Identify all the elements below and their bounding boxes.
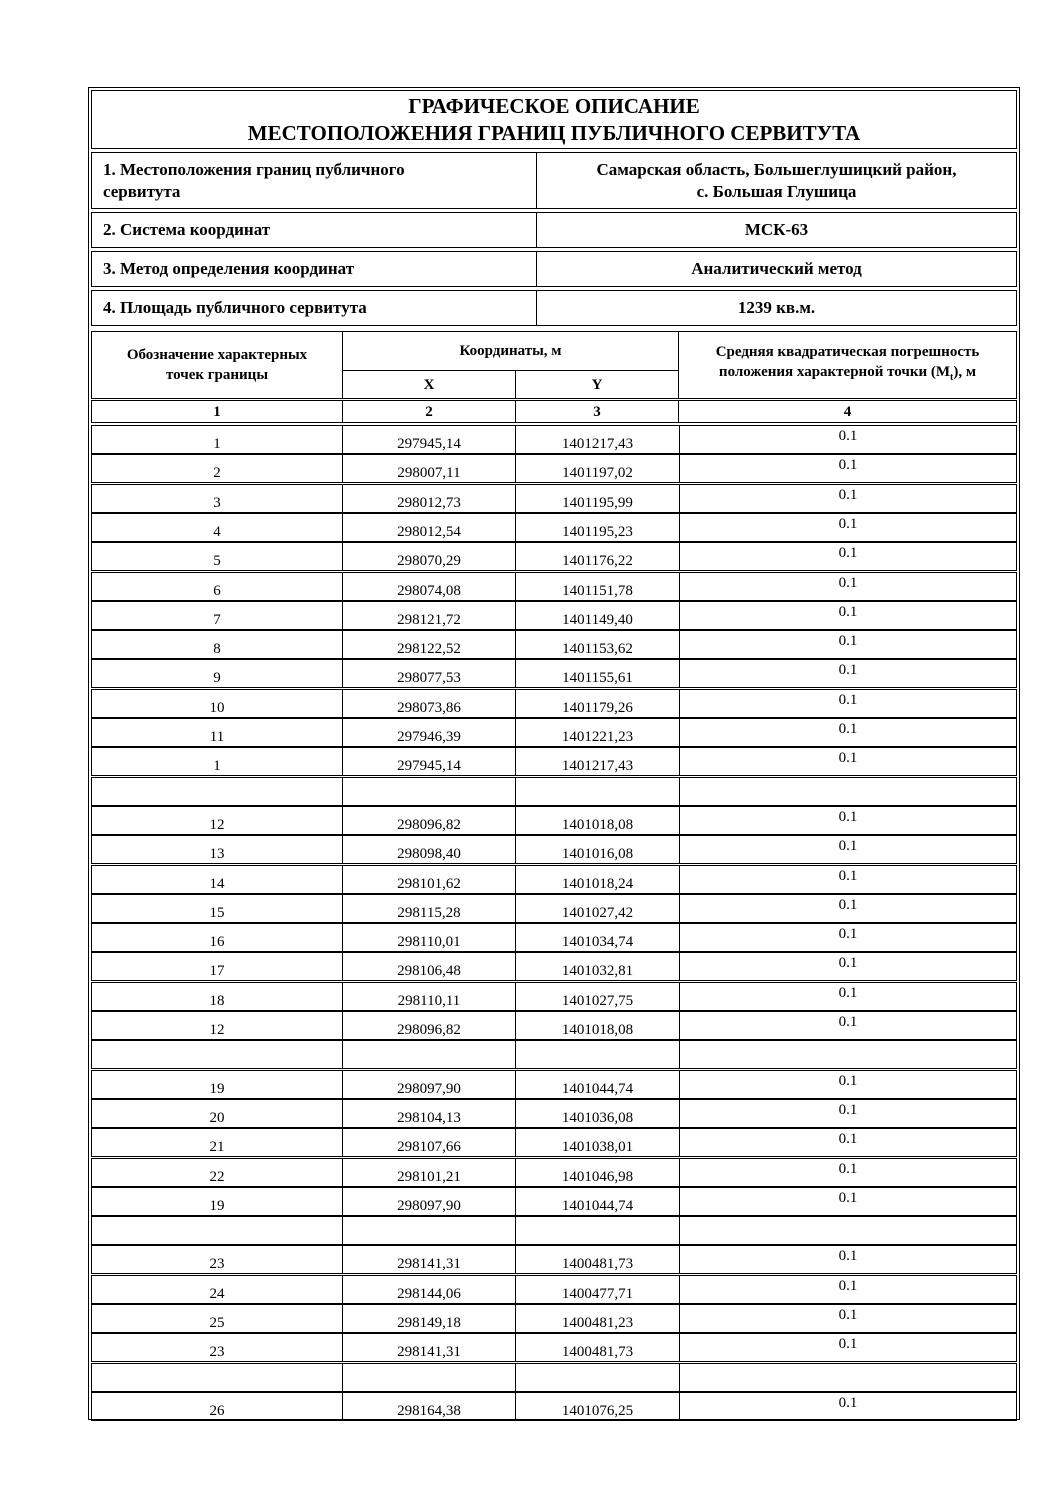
coord-y-cell: 1400477,71	[515, 1275, 680, 1304]
coord-y-cell: 1400481,73	[515, 1245, 680, 1274]
column-number-2: 2	[342, 400, 516, 423]
coord-x-cell: 298110,11	[342, 982, 516, 1011]
error-value-cell: 0.1	[679, 630, 1017, 659]
table-row	[91, 1128, 1017, 1157]
error-value-cell: 0.1	[679, 718, 1017, 747]
info-row-coord-system	[91, 212, 1017, 248]
error-value-cell: 0.1	[679, 1304, 1017, 1333]
point-number-cell: 11	[91, 718, 343, 747]
point-number-cell: 25	[91, 1304, 343, 1333]
point-number-cell: 8	[91, 630, 343, 659]
point-number-cell: 15	[91, 894, 343, 923]
table-row	[91, 923, 1017, 952]
coord-x-cell: 298164,38	[342, 1392, 516, 1421]
error-value-cell: 0.1	[679, 513, 1017, 542]
coord-y-cell: 1401221,23	[515, 718, 680, 747]
coord-x-cell: 298149,18	[342, 1304, 516, 1333]
coord-x-cell: 298098,40	[342, 835, 516, 864]
point-number-cell: 24	[91, 1275, 343, 1304]
point-number-cell: 18	[91, 982, 343, 1011]
table-row	[91, 513, 1017, 542]
point-number-cell	[91, 1040, 343, 1069]
coord-x-cell: 297946,39	[342, 718, 516, 747]
point-number-cell	[91, 1216, 343, 1245]
coord-x-cell	[342, 777, 516, 806]
point-number-cell: 26	[91, 1392, 343, 1421]
point-number-cell: 9	[91, 659, 343, 688]
table-row	[91, 1158, 1017, 1187]
error-value-cell: 0.1	[679, 659, 1017, 688]
coord-y-cell: 1401032,81	[515, 952, 680, 981]
table-row	[91, 1333, 1017, 1362]
coord-y-cell: 1401027,75	[515, 982, 680, 1011]
coord-x-cell: 297945,14	[342, 747, 516, 776]
point-number-cell: 5	[91, 542, 343, 571]
coord-y-cell: 1401018,08	[515, 1011, 680, 1040]
point-number-cell: 3	[91, 484, 343, 513]
coord-x-cell: 298096,82	[342, 1011, 516, 1040]
coord-y-cell: 1401149,40	[515, 601, 680, 630]
header-error-line-1: Средняя квадратическая погрешность	[715, 344, 980, 360]
error-value-cell: 0.1	[679, 454, 1017, 483]
coord-x-cell: 298141,31	[342, 1245, 516, 1274]
coord-x-cell: 298104,13	[342, 1099, 516, 1128]
coord-x-cell: 298121,72	[342, 601, 516, 630]
point-number-cell: 20	[91, 1099, 343, 1128]
coord-y-cell: 1401076,25	[515, 1392, 680, 1421]
table-row	[91, 777, 1017, 806]
point-number-cell: 17	[91, 952, 343, 981]
point-number-cell: 22	[91, 1158, 343, 1187]
error-value-cell: 0.1	[679, 601, 1017, 630]
point-number-cell: 1	[91, 747, 343, 776]
header-x: X	[342, 370, 516, 399]
point-number-cell: 10	[91, 689, 343, 718]
table-row	[91, 952, 1017, 981]
info-row-method	[91, 251, 1017, 287]
error-value-cell: 0.1	[679, 1245, 1017, 1274]
point-number-cell: 19	[91, 1070, 343, 1099]
error-value-cell: 0.1	[679, 1158, 1017, 1187]
table-row	[91, 1187, 1017, 1216]
coord-y-cell: 1401176,22	[515, 542, 680, 571]
coord-y-cell: 1401197,02	[515, 454, 680, 483]
location-value	[536, 152, 1017, 209]
coord-x-cell: 298141,31	[342, 1333, 516, 1362]
method-label: 3. Метод определения координат	[91, 251, 537, 287]
coord-y-cell: 1401151,78	[515, 572, 680, 601]
coord-y-cell: 1401036,08	[515, 1099, 680, 1128]
point-number-cell: 23	[91, 1245, 343, 1274]
table-row	[91, 1099, 1017, 1128]
point-number-cell: 16	[91, 923, 343, 952]
coord-y-cell	[515, 1040, 680, 1069]
error-value-cell: 0.1	[679, 1333, 1017, 1362]
error-value-cell: 0.1	[679, 1187, 1017, 1216]
table-row	[91, 1040, 1017, 1069]
coord-x-cell	[342, 1040, 516, 1069]
location-label	[91, 152, 537, 209]
error-value-cell: 0.1	[679, 1070, 1017, 1099]
error-value-cell: 0.1	[679, 484, 1017, 513]
coord-y-cell: 1401195,99	[515, 484, 680, 513]
coord-y-cell: 1401034,74	[515, 923, 680, 952]
coord-system-value: МСК-63	[536, 212, 1017, 248]
coord-y-cell: 1401217,43	[515, 425, 680, 454]
error-value-cell	[679, 1363, 1017, 1392]
coord-x-cell	[342, 1216, 516, 1245]
table-row	[91, 894, 1017, 923]
error-value-cell: 0.1	[679, 689, 1017, 718]
table-row	[91, 982, 1017, 1011]
column-number-1: 1	[91, 400, 343, 423]
coord-x-cell: 297945,14	[342, 425, 516, 454]
info-row-location	[91, 152, 1017, 209]
coord-y-cell	[515, 1216, 680, 1245]
area-label: 4. Площадь публичного сервитута	[91, 290, 537, 326]
header-coordinates: Координаты, м	[342, 331, 679, 371]
coord-y-cell: 1401217,43	[515, 747, 680, 776]
coord-x-cell	[342, 1363, 516, 1392]
point-number-cell: 19	[91, 1187, 343, 1216]
table-row	[91, 1245, 1017, 1274]
error-value-cell: 0.1	[679, 923, 1017, 952]
header-points	[91, 331, 343, 399]
coord-y-cell: 1401044,74	[515, 1070, 680, 1099]
coord-y-cell: 1401044,74	[515, 1187, 680, 1216]
coord-y-cell: 1401038,01	[515, 1128, 680, 1157]
point-number-cell	[91, 777, 343, 806]
coord-y-cell: 1401018,08	[515, 806, 680, 835]
table-row	[91, 601, 1017, 630]
point-number-cell	[91, 1363, 343, 1392]
coord-y-cell: 1401179,26	[515, 689, 680, 718]
coord-x-cell: 298122,52	[342, 630, 516, 659]
table-row	[91, 747, 1017, 776]
error-value-cell: 0.1	[679, 1099, 1017, 1128]
coord-y-cell: 1401153,62	[515, 630, 680, 659]
coord-y-cell: 1401155,61	[515, 659, 680, 688]
coord-x-cell: 298110,01	[342, 923, 516, 952]
coord-x-cell: 298073,86	[342, 689, 516, 718]
table-row	[91, 806, 1017, 835]
area-value: 1239 кв.м.	[536, 290, 1017, 326]
coord-x-cell: 298096,82	[342, 806, 516, 835]
coord-system-label: 2. Система координат	[91, 212, 537, 248]
header-error	[678, 331, 1017, 399]
point-number-cell: 7	[91, 601, 343, 630]
coord-y-cell: 1401046,98	[515, 1158, 680, 1187]
point-number-cell: 1	[91, 425, 343, 454]
coord-x-cell: 298107,66	[342, 1128, 516, 1157]
location-label-line-2: сервитута	[103, 181, 181, 201]
point-number-cell: 4	[91, 513, 343, 542]
coord-y-cell: 1401027,42	[515, 894, 680, 923]
title-line-1: ГРАФИЧЕСКОЕ ОПИСАНИЕ	[408, 93, 700, 118]
table-row	[91, 484, 1017, 513]
table-row	[91, 425, 1017, 454]
table-row	[91, 542, 1017, 571]
error-value-cell: 0.1	[679, 835, 1017, 864]
error-value-cell: 0.1	[679, 1275, 1017, 1304]
error-value-cell: 0.1	[679, 806, 1017, 835]
column-number-4: 4	[678, 400, 1017, 423]
error-value-cell	[679, 1216, 1017, 1245]
point-number-cell: 6	[91, 572, 343, 601]
header-points-line-1: Обозначение характерных	[126, 347, 308, 363]
method-value: Аналитический метод	[536, 251, 1017, 287]
coord-y-cell: 1400481,23	[515, 1304, 680, 1333]
table-row	[91, 865, 1017, 894]
title-line-2: МЕСТОПОЛОЖЕНИЯ ГРАНИЦ ПУБЛИЧНОГО СЕРВИТУТА	[247, 120, 861, 145]
column-number-3: 3	[515, 400, 679, 423]
coord-x-cell: 298070,29	[342, 542, 516, 571]
error-value-cell: 0.1	[679, 542, 1017, 571]
coord-x-cell: 298115,28	[342, 894, 516, 923]
coord-y-cell: 1401018,24	[515, 865, 680, 894]
coord-y-cell	[515, 1363, 680, 1392]
coord-y-cell: 1401016,08	[515, 835, 680, 864]
error-value-cell: 0.1	[679, 747, 1017, 776]
error-value-cell: 0.1	[679, 952, 1017, 981]
error-value-cell: 0.1	[679, 1392, 1017, 1421]
point-number-cell: 12	[91, 1011, 343, 1040]
error-value-cell: 0.1	[679, 1011, 1017, 1040]
error-value-cell	[679, 777, 1017, 806]
error-value-cell: 0.1	[679, 865, 1017, 894]
location-label-line-1: 1. Местоположения границ публичного	[103, 159, 405, 179]
table-row	[91, 454, 1017, 483]
table-row	[91, 1216, 1017, 1245]
error-value-cell: 0.1	[679, 572, 1017, 601]
point-number-cell: 14	[91, 865, 343, 894]
coord-x-cell: 298097,90	[342, 1070, 516, 1099]
error-value-cell: 0.1	[679, 894, 1017, 923]
point-number-cell: 12	[91, 806, 343, 835]
coord-x-cell: 298101,21	[342, 1158, 516, 1187]
table-row	[91, 1275, 1017, 1304]
point-number-cell: 13	[91, 835, 343, 864]
table-row	[91, 1070, 1017, 1099]
coord-x-cell: 298077,53	[342, 659, 516, 688]
info-row-area	[91, 290, 1017, 326]
error-value-cell	[679, 1040, 1017, 1069]
table-row	[91, 1392, 1017, 1421]
point-number-cell: 2	[91, 454, 343, 483]
document-frame	[88, 87, 1020, 1420]
location-value-line-1: Самарская область, Большеглушицкий район,	[596, 159, 957, 179]
point-number-cell: 23	[91, 1333, 343, 1362]
coord-x-cell: 298074,08	[342, 572, 516, 601]
coord-x-cell: 298012,54	[342, 513, 516, 542]
coord-x-cell: 298106,48	[342, 952, 516, 981]
coord-y-cell: 1400481,73	[515, 1333, 680, 1362]
document-title	[91, 90, 1017, 149]
table-row	[91, 572, 1017, 601]
header-points-line-2: точек границы	[165, 367, 269, 383]
coord-x-cell: 298101,62	[342, 865, 516, 894]
coord-x-cell: 298144,06	[342, 1275, 516, 1304]
coord-y-cell: 1401195,23	[515, 513, 680, 542]
coord-y-cell	[515, 777, 680, 806]
table-row	[91, 630, 1017, 659]
coord-x-cell: 298097,90	[342, 1187, 516, 1216]
table-row	[91, 689, 1017, 718]
table-row	[91, 835, 1017, 864]
header-y: Y	[515, 370, 679, 399]
table-row	[91, 718, 1017, 747]
header-error-line-2: положения характерной точки $(M_t)$, м	[718, 364, 977, 383]
table-row	[91, 659, 1017, 688]
error-value-cell: 0.1	[679, 1128, 1017, 1157]
point-number-cell: 21	[91, 1128, 343, 1157]
table-row	[91, 1011, 1017, 1040]
coord-x-cell: 298007,11	[342, 454, 516, 483]
error-value-cell: 0.1	[679, 982, 1017, 1011]
table-row	[91, 1304, 1017, 1333]
location-value-line-2: с. Большая Глушица	[696, 181, 857, 201]
coord-x-cell: 298012,73	[342, 484, 516, 513]
table-row	[91, 1363, 1017, 1392]
error-value-cell: 0.1	[679, 425, 1017, 454]
